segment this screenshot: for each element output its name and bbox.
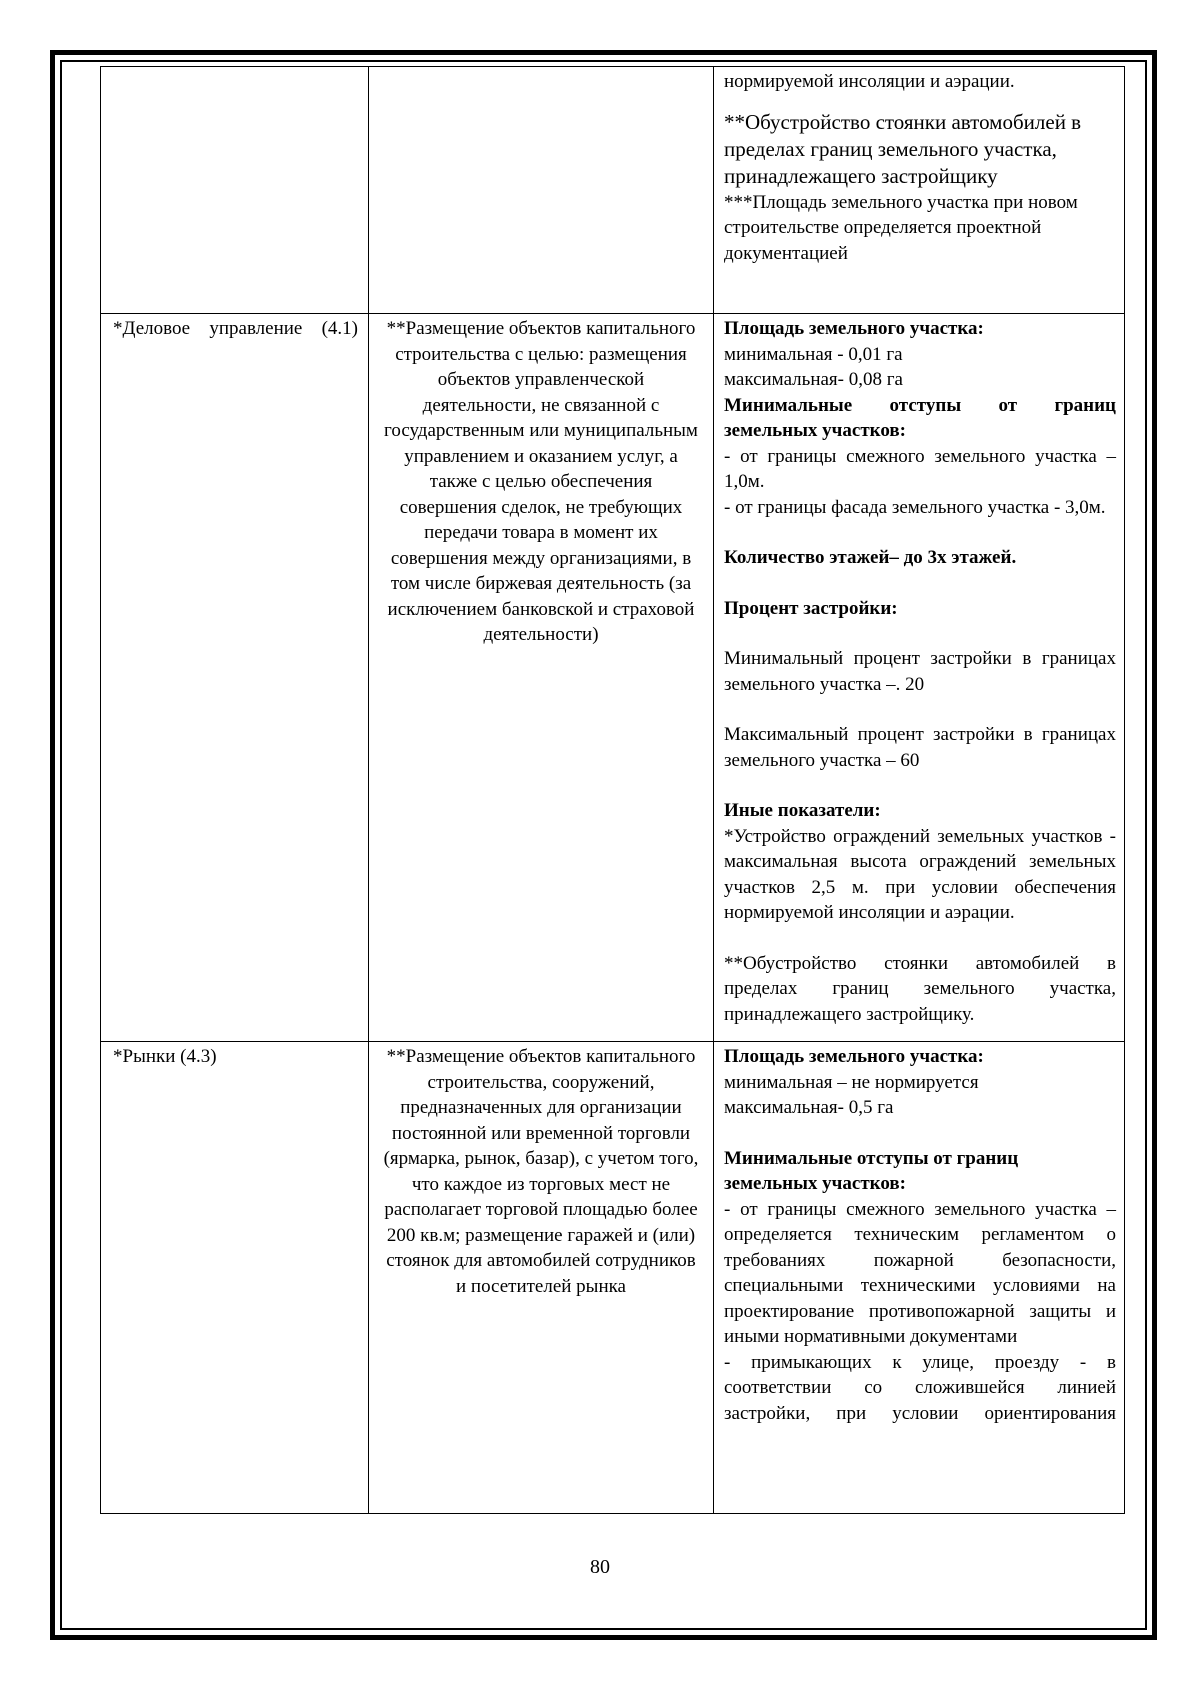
parameters-cell	[714, 67, 1125, 314]
param-heading: Площадь земельного участка:	[724, 318, 984, 339]
param-line: нормируемой инсоляции и аэрации.	[724, 71, 1015, 92]
parameters-cell	[714, 314, 1125, 1042]
description-cell: **Размещение объектов капитального строительства, сооружений, предназначенных для организации постоянной или временной торговли (ярмарка, рынок, базар), с учетом того, что каждое из торговых мест не располагает торговой площадью более 200 кв.м; размещение гаражей и (или) стоянок для автомобилей сотрудников и посетителей рынка	[369, 1042, 714, 1514]
table-row	[101, 1042, 1125, 1514]
page-number: 80	[590, 1556, 610, 1578]
param-heading: Процент застройки:	[724, 597, 898, 619]
param-heading: Минимальные отступы от границ земельных участков:	[724, 1147, 1019, 1194]
use-type-cell: *Деловое управление (4.1)	[101, 314, 369, 1042]
param-line: Минимальный процент застройки в границах земельного участка –. 20	[724, 648, 1116, 695]
param-heading: Иные показатели:	[724, 800, 881, 821]
param-line: - от границы фасада земельного участка - 3,0м.	[724, 496, 1106, 518]
param-line: максимальная- 0,08 га	[724, 369, 903, 390]
param-line: ***Площадь земельного участка при новом строительстве определяется проектной документацией	[724, 191, 1078, 264]
param-line: **Обустройство стоянки автомобилей в пределах границ земельного участка, принадлежащего застройщику	[724, 109, 1082, 188]
param-line: - примыкающих к улице, проезду - в соответствии со сложившейся линией застройки, при условии ориентирования	[724, 1351, 1116, 1424]
param-line: *Устройство ограждений земельных участков - максимальная высота ограждений земельных участков 2,5 м. при условии обеспечения нормируемой инсоляции и аэрации.	[724, 825, 1116, 923]
param-line: минимальная - 0,01 га	[724, 343, 903, 365]
param-line: максимальная- 0,5 га	[724, 1097, 894, 1118]
param-line: минимальная – не нормируется	[724, 1071, 979, 1093]
description-cell: **Размещение объектов капитального строительства с целью: размещения объектов управленческой деятельности, не связанной с государственным или муниципальным управлением и оказанием услуг, а также с целью обеспечения совершения сделок, не требующих передачи товара в момент их совершения между организациями, в том числе биржевая деятельность (за исключением банковской и страховой деятельности)	[369, 314, 714, 1042]
regulations-table	[100, 66, 1125, 1514]
table-row	[101, 67, 1125, 314]
param-line: - от границы смежного земельного участка – определяется техническим регламентом о требованиях пожарной безопасности, специальными техническими условиями на проектирование противопожарной защиты и иными нормативными документами	[724, 1198, 1116, 1347]
parameters-cell	[714, 1042, 1125, 1514]
param-heading: Площадь земельного участка:	[724, 1046, 984, 1067]
param-line: - от границы смежного земельного участка – 1,0м.	[724, 445, 1116, 492]
use-type-cell: *Рынки (4.3)	[101, 1042, 369, 1514]
param-heading: Минимальные отступы от границ земельных участков:	[724, 394, 1116, 441]
param-line: Максимальный процент застройки в границах земельного участка – 60	[724, 724, 1116, 771]
use-type-cell	[101, 67, 369, 314]
description-cell	[369, 67, 714, 314]
param-heading: Количество этажей– до 3х этажей.	[724, 547, 1017, 568]
table-row	[101, 314, 1125, 1042]
param-line: **Обустройство стоянки автомобилей в пределах границ земельного участка, принадлежащего застройщику.	[724, 952, 1116, 1025]
